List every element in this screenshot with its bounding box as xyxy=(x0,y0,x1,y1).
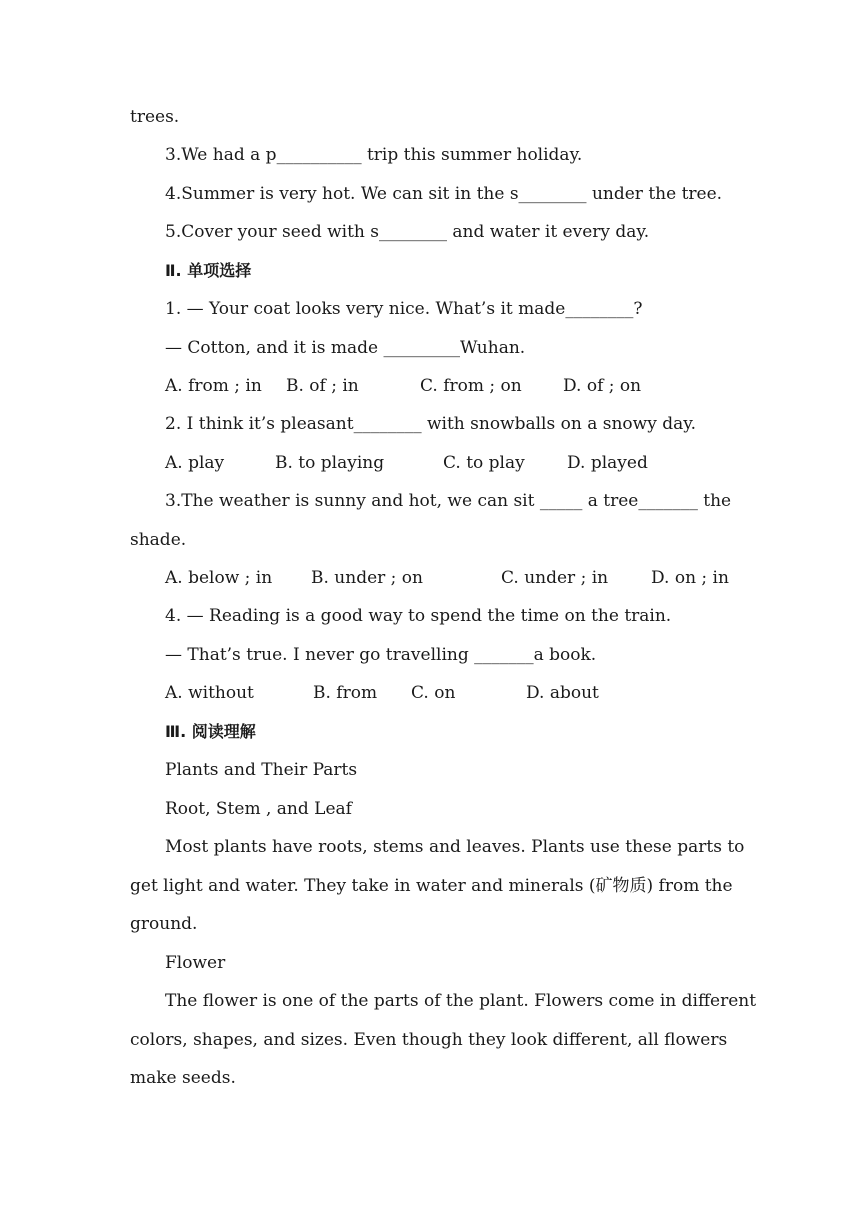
mc-q4-option-a: A. without xyxy=(165,683,254,703)
mc-question-2: 2. I think it’s pleasant________ with snowballs on a snowy day. xyxy=(165,414,696,434)
mc-q1-option-b: B. of ; in xyxy=(286,376,359,396)
reading-subtitle-root-stem-leaf: Root, Stem , and Leaf xyxy=(165,799,352,819)
mc-question-4: 4. — Reading is a good way to spend the time on the train. xyxy=(165,606,672,626)
mc-q2-option-c: C. to play xyxy=(443,453,525,473)
mc-q4-option-c: C. on xyxy=(411,683,456,703)
mc-q3-option-c: C. under ; in xyxy=(501,568,609,588)
fill-in-tail-line: trees. xyxy=(130,107,180,127)
mc-q4-option-d: D. about xyxy=(526,683,599,703)
mc-question-4-answer-line: — That’s true. I never go travelling _______a book. xyxy=(165,645,597,665)
mc-q3-option-b: B. under ; on xyxy=(311,568,423,588)
reading-paragraph-2-line-2: colors, shapes, and sizes. Even though they look different, all flowers xyxy=(130,1030,728,1050)
mc-q2-option-d: D. played xyxy=(567,453,648,473)
section-3-heading: Ⅲ. 阅读理解 xyxy=(165,722,256,741)
mc-q3-option-a: A. below ; in xyxy=(165,568,273,588)
section-2-heading: Ⅱ. 单项选择 xyxy=(165,261,252,280)
mc-q4-option-b: B. from xyxy=(313,683,378,703)
mc-q3-option-d: D. on ; in xyxy=(651,568,729,588)
reading-paragraph-1-line-2: get light and water. They take in water and minerals (矿物质) from the xyxy=(130,876,733,896)
reading-paragraph-1-line-3: ground. xyxy=(130,914,198,934)
mc-q2-option-a: A. play xyxy=(165,453,225,473)
mc-question-1: 1. — Your coat looks very nice. What’s it made________? xyxy=(165,299,643,319)
mc-question-3: 3.The weather is sunny and hot, we can sit _____ a tree_______ the xyxy=(165,491,732,511)
fill-in-question-3: 3.We had a p__________ trip this summer holiday. xyxy=(165,145,583,165)
reading-paragraph-1-line-1: Most plants have roots, stems and leaves. Plants use these parts to xyxy=(165,837,745,857)
mc-question-3-continuation: shade. xyxy=(130,530,187,550)
mc-question-1-answer-line: — Cotton, and it is made _________Wuhan. xyxy=(165,338,526,358)
mc-q1-option-c: C. from ; on xyxy=(420,376,522,396)
mc-q2-option-b: B. to playing xyxy=(275,453,385,473)
reading-paragraph-2-line-3: make seeds. xyxy=(130,1068,236,1088)
mc-q1-option-a: A. from ; in xyxy=(165,376,262,396)
reading-title: Plants and Their Parts xyxy=(165,760,358,780)
fill-in-question-4: 4.Summer is very hot. We can sit in the s________ under the tree. xyxy=(165,184,723,204)
reading-paragraph-2-line-1: The flower is one of the parts of the plant. Flowers come in different xyxy=(165,991,757,1011)
fill-in-question-5: 5.Cover your seed with s________ and water it every day. xyxy=(165,222,650,242)
reading-subtitle-flower: Flower xyxy=(165,953,226,973)
mc-q1-option-d: D. of ; on xyxy=(563,376,642,396)
